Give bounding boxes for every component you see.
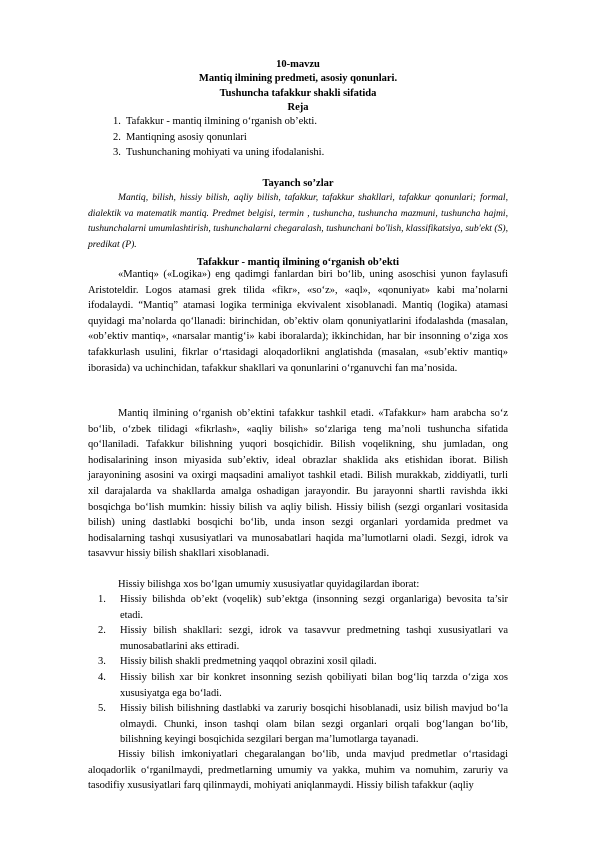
list-item: 3. Hissiy bilish shakli predmetning yaqqol obrazini xosil qiladi.: [98, 656, 377, 668]
topic-number: 10-mavzu: [276, 59, 320, 70]
plan-item: 2. Mantiqning asosiy qonunlari: [113, 131, 247, 143]
paragraph-4: Hissiy bilish imkoniyatlari chegaralangan bo‘lib, unda mavjud predmetlar o‘rtasidagi aloqadorlik o‘rganilmaydi, predmetlarning umumiy va yakka, muhim va nomuhim, zaruriy va tasodifiy xususiyatlari farq qilinmaydi, mohiyati aniqlanmaydi. Hissiy bilish tafakkur (aqliy: [88, 749, 508, 792]
paragraph-2: Mantiq ilmining o‘rganish ob’ektini tafakkur tashkil etadi. «Tafakkur» ham arabcha so‘z bo‘lib, o‘zbek tilidagi «fikrlash», «aqliy bilish» so‘zlariga teng ma’noli tushuncha sifatida qo‘llaniladi. Tafakkur bilishning yuqori bosqichidir. Bilish voqelikning, shu jumladan, ong hodisalarining inson miyasida sub’ektiv, ideal obrazlar shaklida aks etishidan iborat. Bilish jarayonining asosini va oxirgi maqsadini amaliyot tashkil etadi. Bilish murakkab, ziddiyatli, turli xil darajalarda va shakllarda amalga oshadigan jarayondir. Bu jarayonni shartli ravishda ikki bosqichga bo‘lish mumkin: hissiy bilish va aqliy bilish. Hissiy bilish (sezgi organlari vositasida bilish) uning dastlabki bosqichi bo‘lib, unda inson sezgi organlari yordamida predmet va hodisalarning tashqi xususiyatlari va munosabatlari haqida ma’lumotlarni oladi. Sezgi, idrok va tasavvur hissiy bilish shakllari xisoblanadi.: [88, 408, 508, 560]
section-heading: Tafakkur - mantiq ilmining o‘rganish ob’ekti: [196, 257, 400, 268]
list-item: 1. Hissiy bilishda ob’ekt (voqelik) sub’ektga (insonning sezgi organlariga) bevosita ta’sir etadi.: [98, 594, 508, 621]
plan-list: [113, 114, 324, 161]
keywords-text: Mantiq, bilish, hissiy bilish, aqliy bilish, tafakkur, tafakkur shakllari, tafakkur qonunlari; formal, dialektik va matematik mantiq. Predmet belgisi, termin , tushuncha, tushuncha mazmuni, tushuncha hajmi, tushunchalarni umumlashtirish, tushunchalarni chegaralash, tushunchani bo'lish, klassifikatsiya, sub'ekt (S), predikat (P).: [88, 192, 508, 250]
plan-item: 3. Tushunchaning mohiyati va uning ifodalanishi.: [113, 147, 325, 159]
document-subtitle: Tushuncha tafakkur shakli sifatida: [219, 88, 377, 99]
list-item: 2. Hissiy bilish shakllari: sezgi, idrok va tasavvur predmetning tashqi xususiyatlari va munosabatlarini aks ettiradi.: [98, 625, 508, 652]
list-item: 4. Hissiy bilish xar bir konkret insonning sezish qobiliyati bilan bog‘liq tarzda o‘ziga xos xususiyatga ega bo‘ladi.: [98, 671, 508, 699]
document-title: Mantiq ilmining predmeti, asosiy qonunlari.: [198, 73, 398, 84]
list-item: 5. Hissiy bilish bilishning dastlabki va zaruriy bosqichi hisoblanadi, usiz bilish mavjud bo‘la olmaydi. Chunki, inson tashqi olam bilan sezgi organlari orqali bog‘langan bo‘lib, bilishning keyingi bosqichida sezgilari bergan ma’lumotlarga tayanadi.: [98, 703, 508, 746]
keywords-heading: Tayanch so’zlar: [262, 178, 334, 189]
plan-label: Reja: [287, 102, 309, 113]
plan-item: 1. Tafakkur - mantiq ilmining o‘rganish ob’ekti.: [113, 116, 317, 127]
paragraph-3: Hissiy bilishga xos bo‘lgan umumiy xususiyatlar quyidagilardan iborat:: [118, 579, 420, 590]
features-list: [88, 592, 508, 748]
paragraph-1: «Mantiq» («Logika») eng qadimgi fanlardan biri bo‘lib, uning asoschisi yunon faylasufi Aristoteldir. Logos atamasi grek tilida «fikr», «so‘z», «aql», «qonuniyat» kabi ma’nolarni ifodalaydi. “Mantiq” atamasi logika terminiga ekvivalent xisoblanadi. Mantiq (logika) atamasi quyidagi ma’nolarda qo‘llanadi: birinchidan, ob’ektiv olam qonuniyatlarini ifodalashda (masalan, «ob’ektiv mantiq», «narsalar mantig‘i» kabi iboralarda); ikkinchidan, har bir insonning o‘ziga xos tafakkurlash usulini, fikrlar o‘rtasidagi aloqadorlikni anglatishda (masalan, «sub’ektiv mantiq» iborasida) va uchinchidan, tafakkur shakllari va qonunlarini o‘rganuvchi fan ma’nosida.: [88, 269, 508, 374]
